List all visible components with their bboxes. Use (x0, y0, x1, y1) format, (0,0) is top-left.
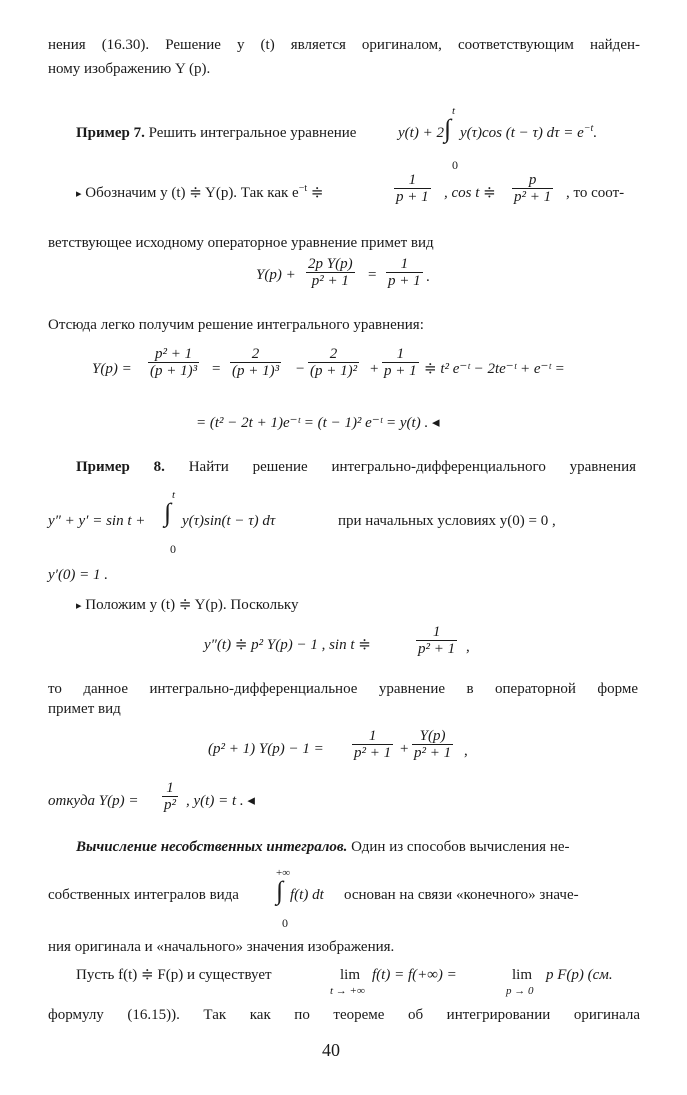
fraction (306, 346, 361, 379)
frac-den: (p + 1)³ (232, 363, 280, 379)
eq-part: собственных интегралов вида (48, 887, 239, 903)
example-8-statement (76, 458, 636, 476)
eq-body: y(τ)cos (t − τ) dτ = e (460, 125, 584, 141)
eq-part: y″(t) ≑ p² Y(p) − 1 , sin t ≑ (204, 637, 371, 653)
frac-num: 1 (368, 728, 377, 744)
frac-den: p² + 1 (514, 189, 552, 205)
eq-exponent: −t (298, 183, 308, 194)
fraction (146, 346, 201, 379)
eq-part: f(t) = f(+∞) = (372, 967, 457, 983)
fraction (350, 728, 395, 761)
page-number: 40 (322, 1040, 340, 1060)
text-line: y′(0) = 1 . (48, 567, 109, 583)
eq-part: y(τ)sin(t − τ) dτ (182, 513, 276, 529)
eq-part: Y(p) = (92, 361, 132, 377)
text-line: то данное интегрально-дифференциальное уравнение в операторной форме (48, 681, 638, 697)
eq-part: при начальных условиях y(0) = 0 , (338, 513, 556, 529)
eq-part: + (370, 361, 379, 377)
eq-part: = (368, 267, 377, 283)
integral-lower-limit: 0 (452, 158, 458, 172)
fraction (510, 172, 555, 205)
solution-marker-icon: ▸ (76, 600, 82, 612)
integral-upper-limit: +∞ (276, 867, 291, 879)
eq-part: . (426, 269, 430, 285)
text-line: примет вид (48, 701, 121, 717)
frac-den: p² (164, 797, 176, 813)
eq-part: основан на связи «конечного» значе- (344, 887, 579, 903)
fraction (414, 624, 459, 657)
eq-part: p F(p) (см. (546, 967, 613, 983)
eq-part: + (400, 741, 409, 757)
fraction (380, 346, 421, 379)
eq-part: Пусть f(t) ≑ F(p) и существует (76, 967, 272, 983)
integral-sign: ∫ (444, 114, 452, 143)
eq-part: = (212, 361, 221, 377)
example-heading: Пример 7. (76, 125, 145, 141)
eq-part: Обозначим y (t) ≑ Y(p). Так как e (85, 185, 299, 201)
eq-part: , (466, 639, 470, 655)
integral-sign: ∫ (164, 498, 172, 527)
eq-part: lim (512, 967, 533, 983)
frac-num: p (528, 172, 537, 188)
integral-upper-limit: t (452, 105, 456, 117)
eq-part: ≑ (310, 185, 324, 201)
text-line: ветствующее исходному операторное уравнение примет вид (48, 235, 434, 251)
eq-part: , то соот- (566, 185, 625, 201)
frac-num: 2 (251, 346, 260, 362)
frac-den: p² + 1 (418, 641, 456, 657)
frac-num: 1 (408, 172, 417, 188)
frac-num: 1 (166, 780, 174, 796)
eq-part: y″ + y′ = sin t + (48, 513, 146, 529)
equation-integral (398, 124, 444, 142)
fraction (384, 256, 425, 289)
eq-part: ≑ t² e⁻ᵗ − 2te⁻ᵗ + e⁻ᵗ = (424, 361, 565, 377)
text-line: ному изображению Y (p). (48, 61, 211, 77)
eq-part: f(t) dt (290, 887, 324, 903)
frac-den: p + 1 (396, 189, 429, 205)
integral-lower-limit: 0 (282, 916, 288, 930)
eq-part: y(t) + 2 (398, 125, 444, 141)
limit-subscript: t → +∞ (330, 985, 365, 997)
section-line (76, 838, 570, 856)
frac-num: Y(p) (419, 728, 446, 744)
integral-lower-limit: 0 (170, 542, 176, 556)
example-text: Найти решение интегрально-дифференциального уравнения (188, 459, 637, 475)
fraction (304, 256, 357, 289)
integral-sign: ∫ (276, 876, 284, 905)
integral-upper-limit: t (172, 489, 176, 501)
frac-num: 2 (329, 346, 338, 362)
text-line: нения (16.30). Решение y (t) является оригиналом, соответствующим найден- (48, 37, 640, 53)
eq-part: Положим y (t) ≑ Y(p). Поскольку (85, 597, 299, 613)
frac-den: p² + 1 (414, 745, 452, 761)
frac-den: p² + 1 (354, 745, 392, 761)
eq-part: , cos t ≑ (444, 185, 496, 201)
frac-num: 1 (400, 256, 409, 272)
frac-den: (p + 1)³ (150, 363, 198, 379)
fraction (392, 172, 433, 205)
text-line: формулу (16.15)). Так как по теореме об интегрировании оригинала (48, 1007, 640, 1023)
example-text: Решить интегральное уравнение (148, 125, 357, 141)
frac-num: p² + 1 (154, 346, 193, 362)
frac-den: (p + 1)² (310, 363, 358, 379)
section-text: Один из способов вычисления не- (351, 839, 570, 855)
text-line: Отсюда легко получим решение интегрального уравнения: (48, 317, 424, 333)
example-heading: Пример 8. (76, 459, 165, 475)
eq-part: lim (340, 967, 361, 983)
eq-end: . (593, 125, 598, 141)
eq-part: (p² + 1) Y(p) − 1 = (208, 741, 324, 757)
eq-part: Y(p) + (256, 267, 296, 283)
text-line: ния оригинала и «начального» значения изображения. (48, 939, 395, 955)
eq-part: − (296, 361, 305, 377)
frac-den: p + 1 (384, 363, 417, 379)
example-7-statement (76, 124, 356, 142)
eq-part: , (464, 743, 468, 759)
equation-line: = (t² − 2t + 1)e⁻ᵗ = (t − 1)² e⁻ᵗ = y(t) . ◂ (196, 415, 440, 431)
eq-part: откуда Y(p) = (48, 793, 139, 809)
solution-marker-icon: ▸ (76, 188, 82, 200)
frac-num: 1 (432, 624, 441, 640)
limit-subscript: p → 0 (506, 985, 534, 997)
solution-line (76, 184, 323, 203)
frac-num: 1 (396, 346, 405, 362)
frac-den: p + 1 (388, 273, 421, 289)
frac-num: 2p Y(p) (308, 256, 353, 272)
solution-line (76, 596, 299, 615)
eq-exponent: −t (583, 123, 594, 134)
section-heading: Вычисление несобственных интегралов. (76, 839, 348, 855)
fraction (160, 780, 180, 813)
fraction (410, 728, 455, 761)
fraction (228, 346, 283, 379)
eq-part: , y(t) = t . ◂ (186, 793, 255, 809)
frac-den: p² + 1 (306, 272, 355, 289)
eq-part (460, 124, 597, 142)
